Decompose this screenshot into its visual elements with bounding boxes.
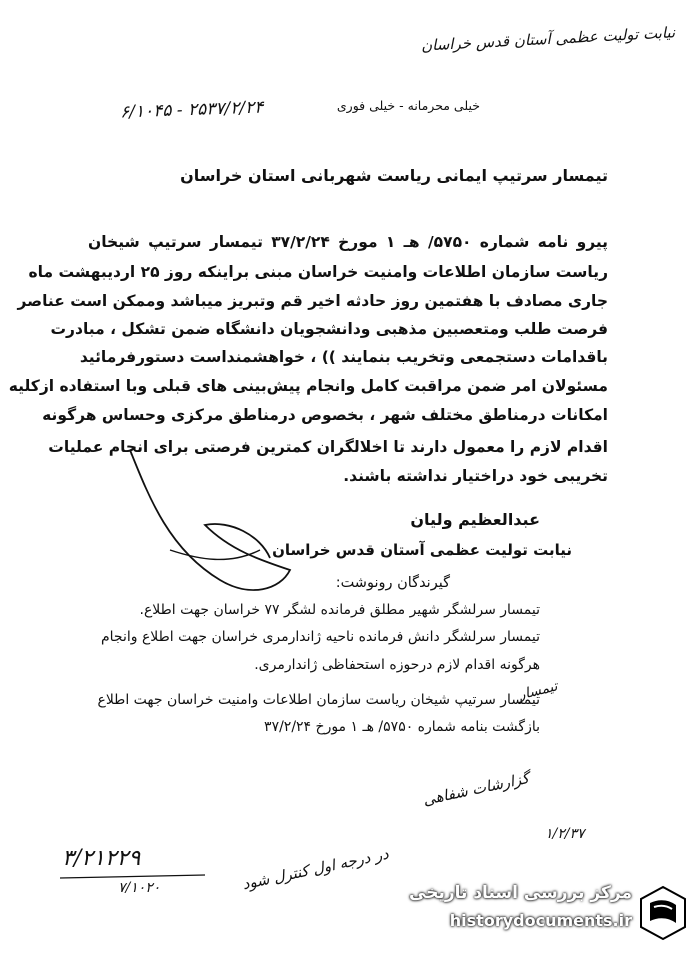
handwritten-note: گزارشات شفاهی xyxy=(421,768,531,810)
reference-number: ۲۵۳۷/۲/۲۴ - ۶/۱۰۴۵ xyxy=(119,97,264,123)
archive-number: ۳/۲۱۲۲۹ xyxy=(62,846,141,871)
body-line: امکانات درمناطق مختلف شهر ، بخصوص درمناطق مرکزی وحساس هرگونه xyxy=(42,406,608,424)
watermark-url: historydocuments.ir xyxy=(449,911,632,930)
body-line: تخریبی خود دراختیار نداشته باشند. xyxy=(343,467,608,485)
body-line: اقدام لازم را معمول دارند تا اخلالگران کمترین فرصتی برای انجام عملیات xyxy=(48,438,608,456)
cc-item: تیمسار سرتیپ شیخان ریاست سازمان اطلاعات وامنیت خراسان جهت اطلاع xyxy=(97,692,540,708)
archive-logo-icon xyxy=(638,885,688,941)
cc-item: تیمسار سرلشگر شهیر مطلق فرمانده لشگر ۷۷ خراسان جهت اطلاع. xyxy=(139,602,540,618)
cc-heading: گیرندگان رونوشت: xyxy=(335,575,450,591)
org-header: نیابت تولیت عظمی آستان قدس خراسان xyxy=(420,23,676,55)
cc-item: بازگشت بنامه شماره ۵۷۵۰/ هـ ۱ مورخ ۳۷/۲/۲۴ xyxy=(264,719,540,735)
recipient-line: تیمسار سرتیپ ایمانی ریاست شهربانی استان خراسان xyxy=(180,166,608,185)
body-line: مسئولان امر ضمن مراقبت کامل وانجام پیش‌بینی های قبلی وبا استفاده ازکلیه xyxy=(8,377,608,395)
classification-label: خیلی محرمانه - خیلی فوری xyxy=(336,98,480,113)
watermark-name: مرکز بررسی اسناد تاریخی xyxy=(409,883,632,903)
body-line: باقدامات دستجمعی وتخریب بنمایند )) ، خواهشمنداست دستورفرمائید xyxy=(79,348,608,366)
body-line: پیرو نامه شماره ۵۷۵۰/ هـ ۱ مورخ ۳۷/۲/۲۴ تیمسار سرتیپ شیخان xyxy=(88,233,609,251)
signature-scribble xyxy=(110,440,310,610)
archive-underline xyxy=(55,872,215,882)
body-line: ریاست سازمان اطلاعات وامنیت خراسان مبنی براینکه روز ۲۵ اردیبهشت ماه xyxy=(28,263,608,281)
margin-note: تیمسار xyxy=(516,678,560,704)
cc-item: تیمسار سرلشگر دانش فرمانده ناحیه ژاندارمری خراسان جهت اطلاع وانجام xyxy=(100,629,540,645)
watermark xyxy=(402,877,692,947)
signatory-name: عبدالعظیم ولیان xyxy=(410,510,540,529)
body-line: جاری مصادف با هفتمین روز حادثه اخیر قم وتبریز میباشد وممکن است عناصر xyxy=(17,292,608,310)
archive-subnumber: ۷/۱۰۲۰ xyxy=(118,880,161,896)
handwritten-date: ۱/۲/۳۷ xyxy=(545,826,585,842)
cc-item: هرگونه اقدام لازم درحوزه استحفاظی ژاندارمری. xyxy=(254,657,540,673)
signatory-title: نیابت تولیت عظمی آستان قدس خراسان xyxy=(272,541,572,559)
body-line: فرصت طلب ومتعصبین مذهبی ودانشجویان دانشگاه ضمن تشکل ، مبادرت xyxy=(50,320,608,338)
handwritten-note: در درجه اول کنترل شود xyxy=(240,844,391,894)
